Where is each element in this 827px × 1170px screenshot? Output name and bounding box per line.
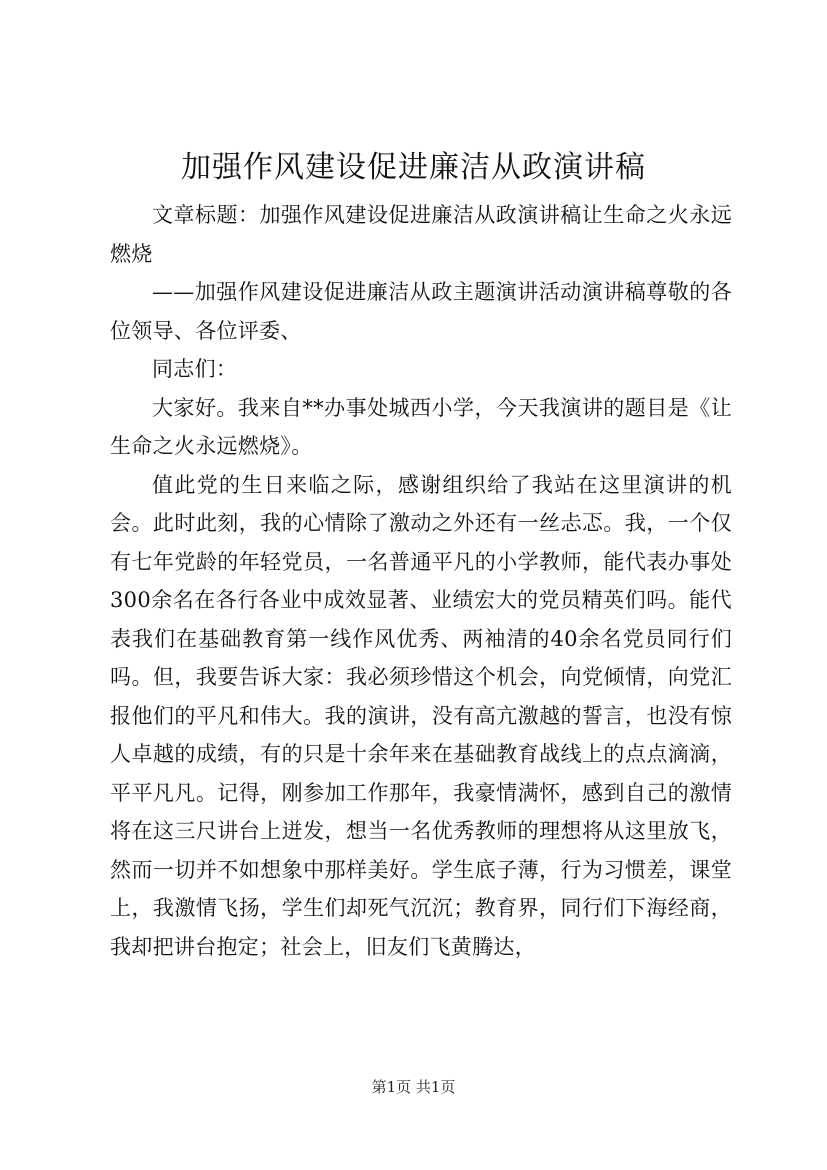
document-title: 加强作风建设促进廉洁从政演讲稿 (181, 150, 646, 185)
paragraph-main-body: 值此党的生日来临之际，感谢组织给了我站在这里演讲的机会。此时此刻，我的心情除了激动之外还有一丝忐忑。我，一个仅有七年党龄的年轻党员，一名普通平凡的小学教师，能代表办事处300余名在各行各业中成效显著、业绩宏大的党员精英们吗。能代表我们在基础教育第一线作风优秀、两袖清的40余名党员同行们吗。但，我要告诉大家：我必须珍惜这个机会，向党倾情，向党汇报他们的平凡和伟大。我的演讲，没有高亢激越的誓言，也没有惊人卓越的成绩，有的只是十余年来在基础教育战线上的点点滴滴，平平凡凡。记得，刚参加工作那年，我豪情满怀，感到自己的激情将在这三尺讲台上迸发，想当一名优秀教师的理想将从这里放飞，然而一切并不如想象中那样美好。学生底子薄，行为习惯差，课堂上，我激情飞扬，学生们却死气沉沉；教育界，同行们下海经商，我却把讲台抱定；社会上，旧友们飞黄腾达， (110, 472, 732, 959)
paragraph-subtitle-greeting: ——加强作风建设促进廉洁从政主题演讲活动演讲稿尊敬的各位领导、各位评委、 (110, 280, 732, 343)
paragraph-salutation: 同志们： (152, 357, 238, 381)
document-body (110, 196, 732, 966)
page-footer: 第1页 共1页 (371, 1078, 456, 1096)
paragraph-introduction: 大家好。我来自**办事处城西小学，今天我演讲的题目是《让生命之火永远燃烧》。 (110, 395, 732, 458)
paragraph-article-title: 文章标题：加强作风建设促进廉洁从政演讲稿让生命之火永远燃烧 (110, 203, 732, 266)
